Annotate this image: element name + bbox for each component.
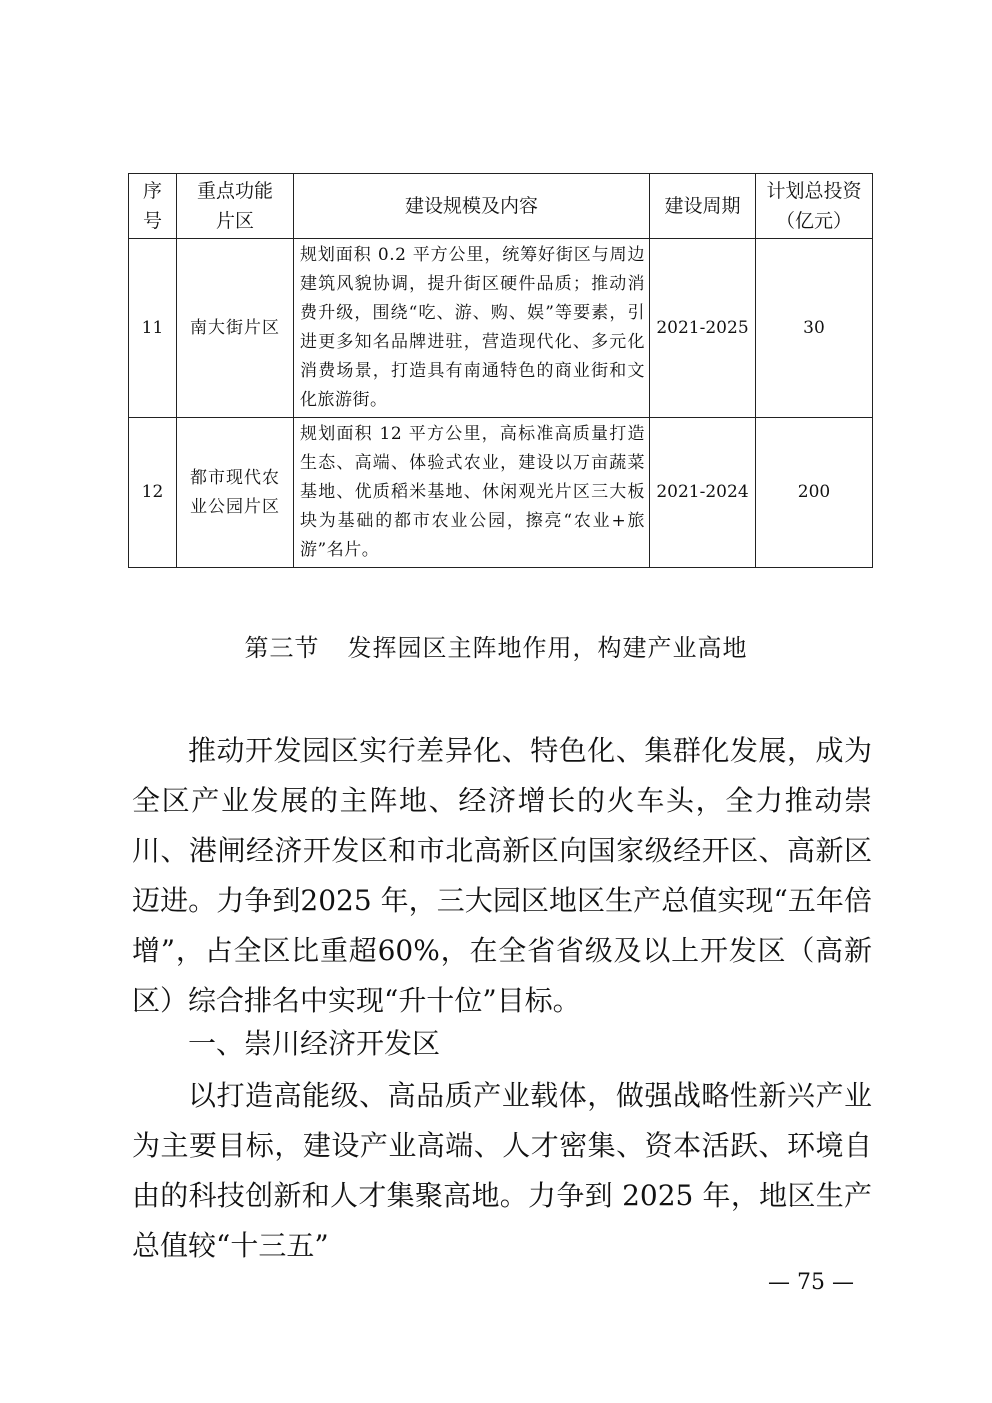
cell-no: 11 <box>129 239 177 418</box>
intro-paragraph: 推动开发园区实行差异化、特色化、集群化发展，成为全区产业发展的主阵地、经济增长的火车头，全力推动崇川、港闸经济开发区和市北高新区向国家级经开区、高新区迈进。力争到2025 年，三大园区地区生产总值实现“五年倍增”，占全区比重超60%，在全省省级及以上开发区（高新区）综合排名中实现“升十位”目标。 <box>132 734 872 1017</box>
cell-area: 南大街片区 <box>177 239 294 418</box>
header-no: 序 号 <box>129 174 177 239</box>
header-period: 建设周期 <box>650 174 756 239</box>
cell-content: 规划面积 0.2 平方公里，统筹好街区与周边建筑风貌协调，提升街区硬件品质；推动消费升级，围绕“吃、游、购、娱”等要素，引进更多知名品牌进驻，营造现代化、多元化消费场景，打造具有南通特色的商业街和文化旅游街。 <box>294 239 650 418</box>
section-heading <box>0 628 992 668</box>
header-area: 重点功能 片区 <box>177 174 294 239</box>
cell-period: 2021-2025 <box>650 239 756 418</box>
header-investment: 计划总投资 （亿元） <box>756 174 873 239</box>
section-number: 第三节 <box>244 634 320 662</box>
table-header-row <box>129 174 873 239</box>
cell-content: 规划面积 12 平方公里，高标准高质量打造生态、高端、体验式农业，建设以万亩蔬菜基地、优质稻米基地、休闲观光片区三大板块为基础的都市农业公园，擦亮“农业+旅游”名片。 <box>294 418 650 568</box>
cell-investment: 200 <box>756 418 873 568</box>
cell-period: 2021-2024 <box>650 418 756 568</box>
table-row <box>129 239 873 418</box>
cell-no: 12 <box>129 418 177 568</box>
projects-table <box>128 173 873 568</box>
cell-area: 都市现代农业公园片区 <box>177 418 294 568</box>
section-title: 发挥园区主阵地作用，构建产业高地 <box>347 634 748 662</box>
cell-investment: 30 <box>756 239 873 418</box>
header-content: 建设规模及内容 <box>294 174 650 239</box>
chongchuan-paragraph: 以打造高能级、高品质产业载体，做强战略性新兴产业为主要目标，建设产业高端、人才密集、资本活跃、环境自由的科技创新和人才集聚高地。力争到 2025 年，地区生产总值较“十三五” <box>132 1079 872 1262</box>
page-number: — 75 — <box>768 1270 854 1295</box>
subheading-chongchuan: 一、崇川经济开发区 <box>188 1027 441 1060</box>
table-row <box>129 418 873 568</box>
